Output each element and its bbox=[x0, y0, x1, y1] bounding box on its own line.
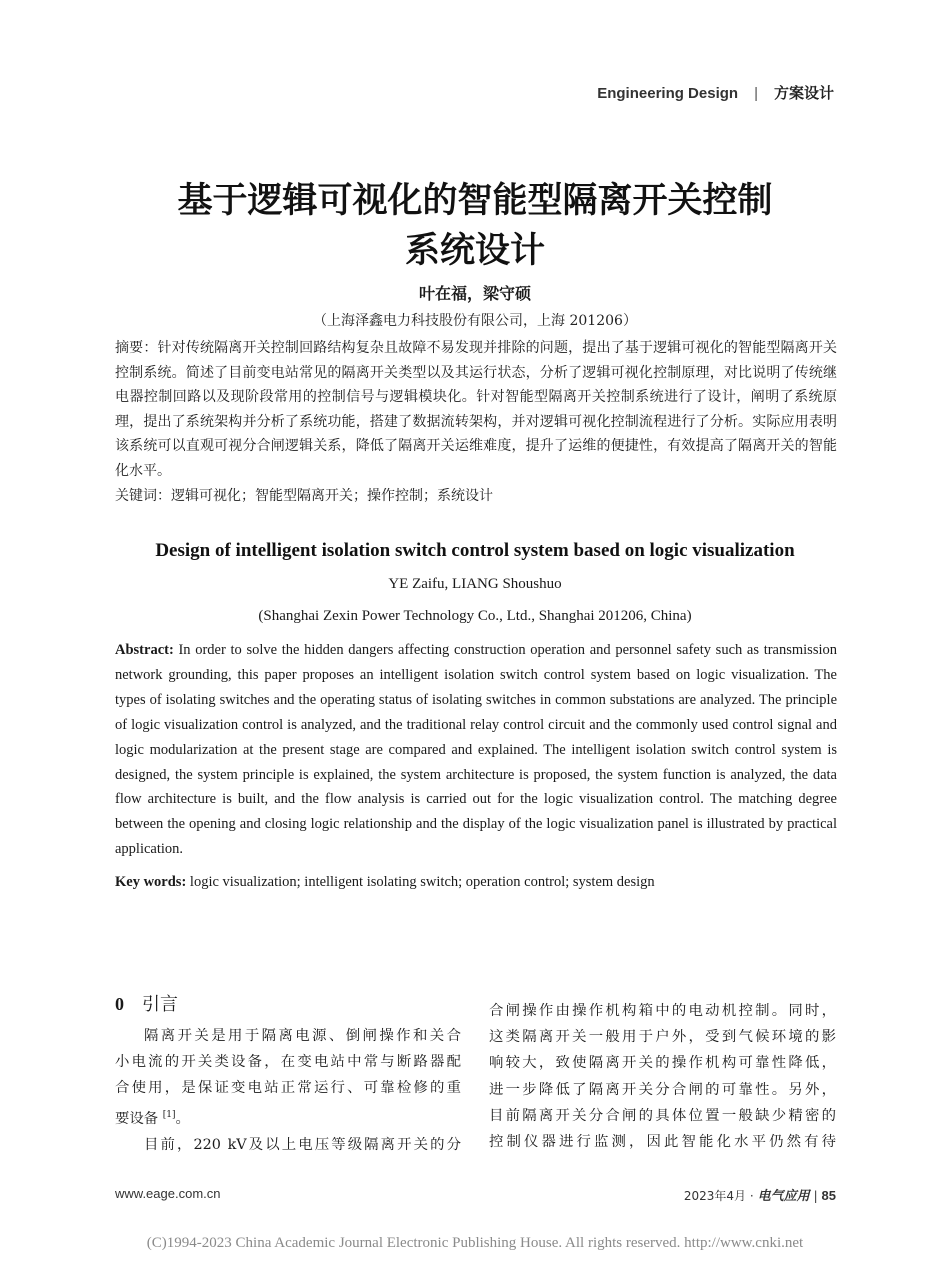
authors-cn: 叶在福，梁守硕 bbox=[418, 284, 531, 303]
body-line: 合使用，是保证变电站正常运行、可靠检修的重 bbox=[115, 1080, 461, 1097]
body-line: 响较大，致使隔离开关的操作机构可靠性降低， bbox=[489, 1055, 836, 1072]
section-number: 0 bbox=[115, 994, 124, 1014]
header-chinese: 方案设计 bbox=[773, 84, 834, 102]
issue-date: 2023年4月 · bbox=[683, 1189, 754, 1203]
affiliation-en: (Shanghai Zexin Power Technology Co., Ltd., Shanghai 201206, China) bbox=[258, 608, 692, 624]
paper-title-en: Design of intelligent isolation switch control system based on logic visualization bbox=[155, 540, 795, 561]
header-english: Engineering Design bbox=[597, 85, 739, 102]
copyright-notice: (C)1994-2023 China Academic Journal Electronic Publishing House. All rights reserved. http://www.cnki.net bbox=[146, 1235, 804, 1251]
body-right-column bbox=[489, 998, 836, 1155]
body-line: 进一步降低了隔离开关分合闸的可靠性。另外， bbox=[489, 1081, 836, 1098]
keywords-cn: 关键词：逻辑可视化；智能型隔离开关；操作控制；系统设计 bbox=[115, 488, 493, 504]
keywords-label: Key words: bbox=[115, 874, 187, 890]
journal-logo: 电气应用 bbox=[757, 1189, 810, 1204]
body-line: 目前隔离开关分合闸的具体位置一般缺少精密的 bbox=[489, 1107, 836, 1124]
abstract-text: In order to solve the hidden dangers affecting construction operation and personnel safety such as transmission network grounding, this paper proposes an intelligent isolation switch control system based on logic visualization. The types of isolating switches and the operating status of isolating switches in common substations are analyzed. The principle of logic visualization control is analyzed, and the traditional relay control circuit and the commonly used control signal and logic modularization at the present stage are compared and explained. The intelligent isolation switch control system is designed, the system principle is explained, the system architecture is proposed, the system function is analyzed, the data flow architecture is built, and the flow analysis is carried out for the logic visualization control. The matching degree between the opening and closing logic relationship and the display of the logic visualization panel is illustrated by practical application. bbox=[115, 642, 837, 858]
keywords-en bbox=[115, 871, 837, 893]
authors-en: YE Zaifu, LIANG Shoushuo bbox=[388, 576, 562, 592]
paper-title-cn bbox=[0, 176, 950, 276]
abstract-label: Abstract: bbox=[115, 642, 174, 658]
journal-url: www.eage.com.cn bbox=[115, 1186, 221, 1201]
abstract-en bbox=[115, 638, 837, 862]
abstract-cn: 摘要：针对传统隔离开关控制回路结构复杂且故障不易发现并排除的问题，提出了基于逻辑可视化的智能型隔离开关控制系统。简述了目前变电站常见的隔离开关类型以及其运行状态，分析了逻辑可视化控制原理，对比说明了传统继电器控制回路以及现阶段常用的控制信号与逻辑模块化。针对智能型隔离开关控制系统进行了设计，阐明了系统原理，提出了系统架构并分析了系统功能，搭建了数据流转架构，并对逻辑可视化控制流程进行了分析。实际应用表明该系统可以直观可视分合闸逻辑关系，降低了隔离开关运维难度，提升了运维的便捷性，有效提高了隔离开关的智能化水平。 bbox=[115, 340, 837, 479]
header-separator: | bbox=[754, 85, 758, 102]
citation-ref: [1] bbox=[162, 1109, 176, 1120]
title-line-2: 系统设计 bbox=[404, 231, 545, 271]
body-line: 目前，220 kV及以上电压等级隔离开关的分 bbox=[144, 1136, 461, 1153]
body-line: 隔离开关是用于隔离电源、倒闸操作和关合 bbox=[144, 1028, 461, 1044]
body-line: 这类隔离开关一般用于户外，受到气候环境的影 bbox=[489, 1029, 836, 1046]
page-footer bbox=[684, 1185, 836, 1204]
keywords-text: logic visualization; intelligent isolating switch; operation control; system design bbox=[186, 874, 655, 890]
body-line: 小电流的开关类设备，在变电站中常与断路器配 bbox=[115, 1054, 461, 1071]
page-number: 85 bbox=[821, 1188, 836, 1203]
affiliation-cn: （上海泽鑫电力科技股份有限公司，上海 201206） bbox=[313, 313, 637, 329]
section-heading bbox=[115, 990, 178, 1016]
title-line-1: 基于逻辑可视化的智能型隔离开关控制 bbox=[177, 181, 773, 221]
section-title: 引言 bbox=[142, 994, 178, 1015]
footer-separator: | bbox=[813, 1189, 818, 1203]
body-line: 合闸操作由操作机构箱中的电动机控制。同时， bbox=[489, 1003, 836, 1019]
body-line: 要设备 [1]。 bbox=[115, 1109, 190, 1127]
body-line: 控制仪器进行监测，因此智能化水平仍然有待 bbox=[489, 1134, 836, 1151]
running-header bbox=[597, 82, 834, 103]
body-left-column bbox=[115, 1023, 461, 1158]
